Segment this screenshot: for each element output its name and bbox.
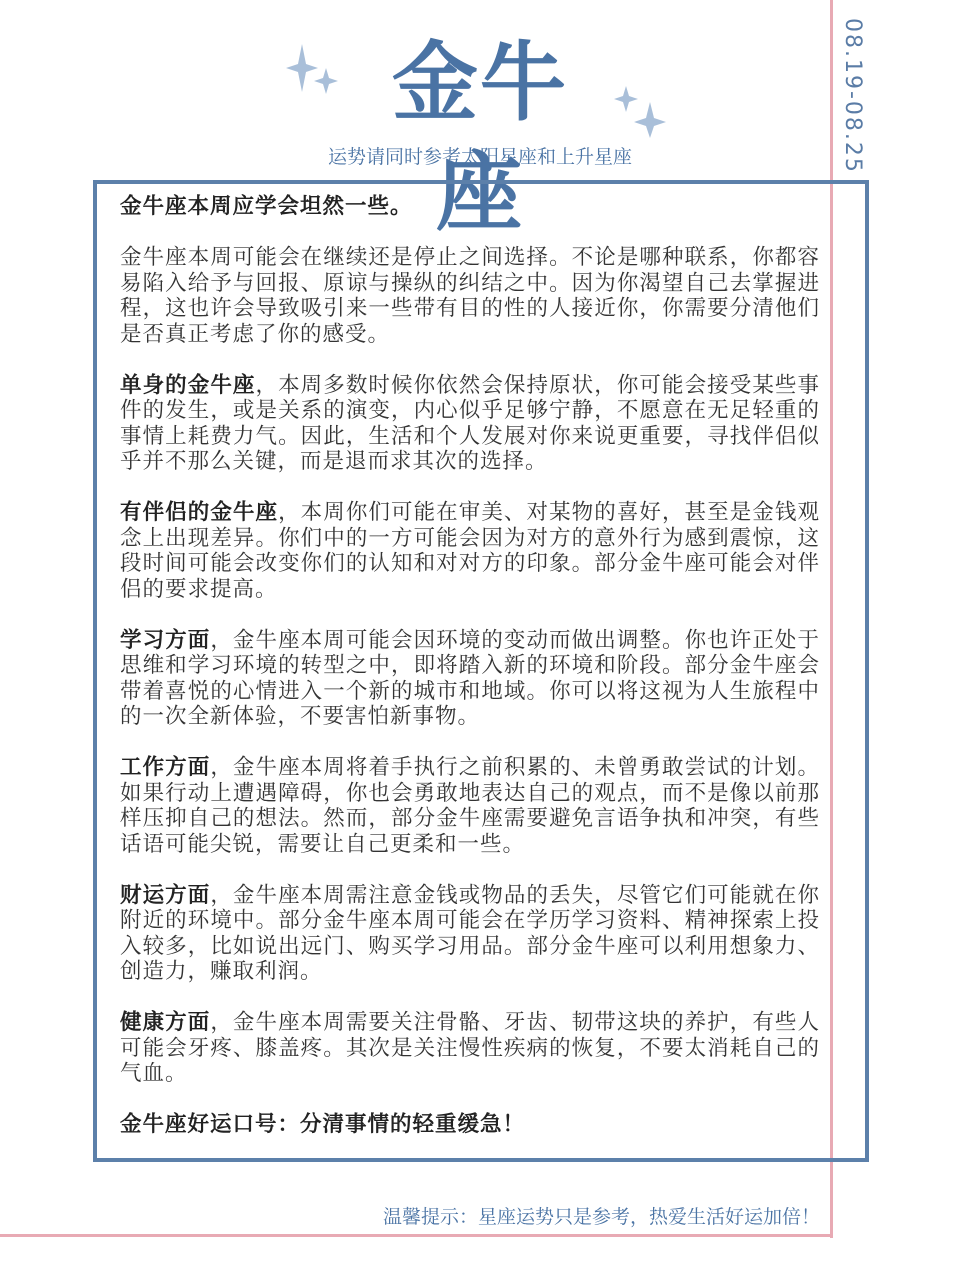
- section-wealth: [120, 883, 820, 985]
- section-heading: 学习方面: [120, 627, 211, 653]
- section-heading: 有伴侣的金牛座: [120, 500, 279, 525]
- date-range: 08.19-08.25: [840, 18, 865, 174]
- section-work: [120, 755, 820, 857]
- section-text: ，金牛座本周将着手执行之前积累的、未曾勇敢尝试的计划。如果行动上遭遇障碍，你也会勇敢地表达自己的观点，而不是像以前那样压抑自己的想法。然而，部分金牛座需要避免言语争执和冲突，有些话语可能尖锐，需要让自己更柔和一些。: [120, 755, 820, 857]
- section-text: ，金牛座本周可能会因环境的变动而做出调整。你也许正处于思维和学习环境的转型之中，即将踏入新的环境和阶段。部分金牛座会带着喜悦的心情进入一个新的城市和地域。你可以将这视为人生旅程中的一次全新体验，不要害怕新事物。: [120, 627, 820, 729]
- sparkle-icon-right: [614, 82, 666, 138]
- section-partnered: [120, 500, 820, 602]
- intro-text: 金牛座本周应学会坦然一些。: [120, 194, 413, 219]
- intro-line: [120, 194, 820, 220]
- overview-paragraph: 金牛座本周可能会在继续还是停止之间选择。不论是哪种联系，你都容易陷入给予与回报、原谅与操纵的纠结之中。因为你渴望自己去掌握进程，这也许会导致吸引来一些带有目的性的人接近你，你需要分清他们是否真正考虑了你的感受。: [120, 245, 820, 347]
- page-title: 金牛座: [392, 33, 568, 243]
- pink-horizontal-line: [0, 1234, 833, 1237]
- section-health: [120, 1010, 820, 1087]
- section-single: [120, 373, 820, 475]
- section-study: [120, 628, 820, 730]
- subtitle: 运势请同时参考太阳星座和上升星座: [327, 146, 632, 168]
- section-text: ，本周多数时候你依然会保持原状，你可能会接受某些事件的发生，或是关系的演变，内心似乎足够宁静，不愿意在无足轻重的事情上耗费力气。因此，生活和个人发展对你来说更重要，寻找伴侣似乎并不那么关键，而是退而求其次的选择。: [120, 372, 820, 474]
- section-heading: 财运方面: [120, 882, 211, 908]
- section-text: ，金牛座本周需注意金钱或物品的丢失，尽管它们可能就在你附近的环境中。部分金牛座本周可能会在学历学习资料、精神探索上投入较多，比如说出远门、购买学习用品。部分金牛座可以利用想象力、创造力，赚取利润。: [120, 882, 820, 984]
- sparkle-icon-left: [286, 42, 338, 98]
- slogan-text: 金牛座好运口号：分清事情的轻重缓急！: [120, 1112, 526, 1137]
- section-heading: 健康方面: [120, 1010, 211, 1035]
- horoscope-content: [120, 194, 820, 1163]
- section-heading: 工作方面: [120, 755, 211, 780]
- section-text: ，金牛座本周需要关注骨骼、牙齿、韧带这块的养护，有些人可能会牙疼、膝盖疼。其次是关注慢性疾病的恢复，不要太消耗自己的气血。: [120, 1010, 820, 1086]
- slogan-line: [120, 1112, 820, 1138]
- section-text: ，本周你们可能在审美、对某物的喜好，甚至是金钱观念上出现差异。你们中的一方可能会因为对方的意外行为感到震惊，这段时间可能会改变你们的认知和对对方的印象。部分金牛座可能会对伴侣的要求提高。: [120, 500, 820, 602]
- footer-tip: 温馨提示：星座运势只是参考，热爱生活好运加倍！: [382, 1206, 820, 1228]
- section-heading: 单身的金牛座: [120, 372, 256, 398]
